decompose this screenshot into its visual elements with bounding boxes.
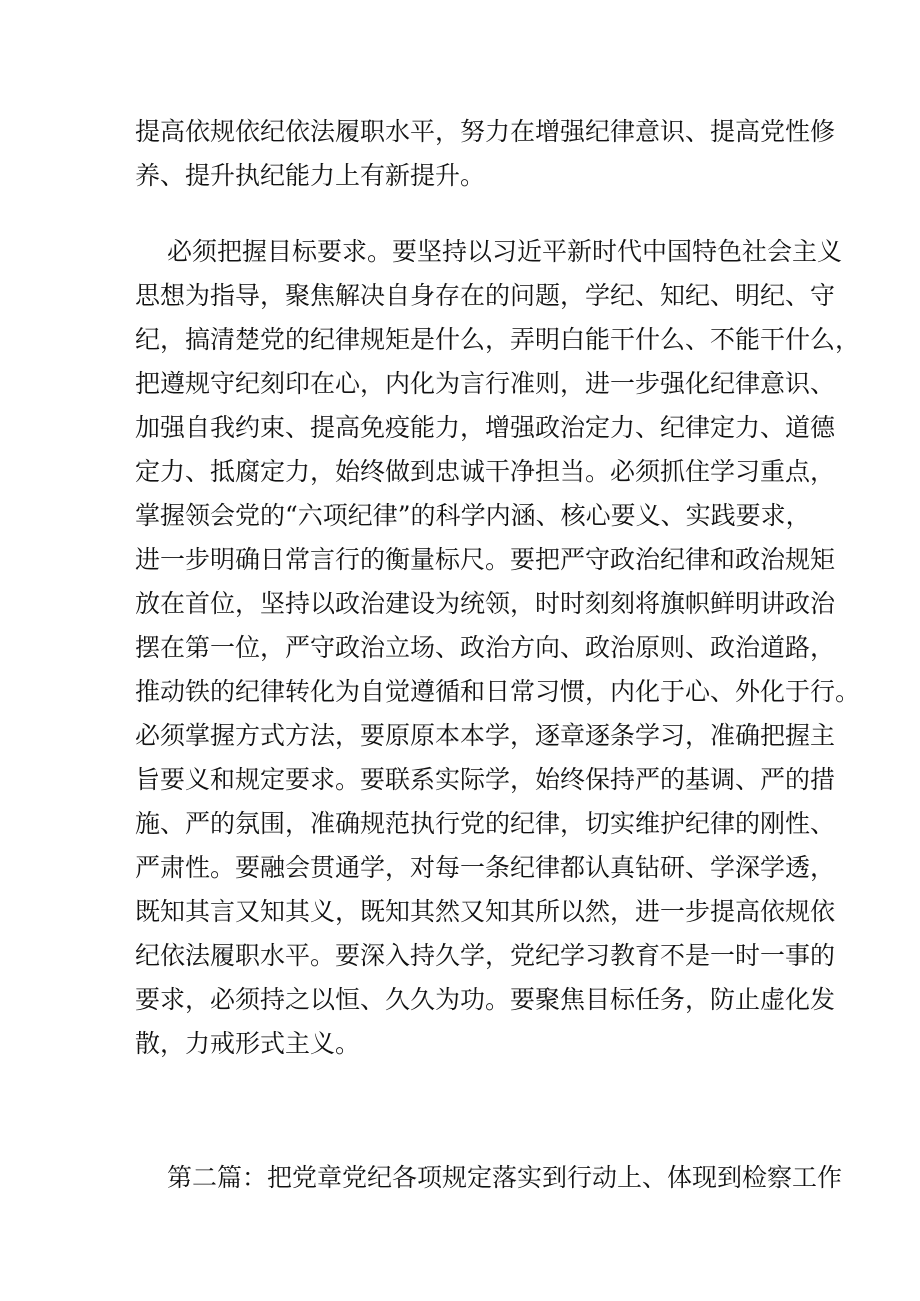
- text-line: 思想为指导，聚焦解决自身存在的问题，学纪、知纪、明纪、守: [135, 281, 836, 310]
- text-line: 养、提升执纪能力上有新提升。: [135, 161, 486, 190]
- text-line: 既知其言又知其义，既知其然又知其所以然，进一步提高依规依: [135, 897, 836, 926]
- text-line: 放在首位，坚持以政治建设为统领，时时刻刻将旗帜鲜明讲政治: [135, 589, 836, 618]
- text-line: 第二篇：把党章党纪各项规定落实到行动上、体现到检察工作: [167, 1163, 843, 1192]
- text-line: 散，力戒形式主义。: [135, 1029, 361, 1058]
- paragraph-target-requirements: [135, 230, 861, 1066]
- text-line: 进一步明确日常言行的衡量标尺。要把严守政治纪律和政治规矩: [135, 545, 836, 574]
- text-line: 提高依规依纪依法履职水平，努力在增强纪律意识、提高党性修: [135, 117, 836, 146]
- text-line: 掌握领会党的“六项纪律”的科学内涵、核心要义、实践要求，: [135, 501, 811, 530]
- text-line: 旨要义和规定要求。要联系实际学，始终保持严的基调、严的措: [135, 765, 836, 794]
- text-line: 定力、抵腐定力，始终做到忠诚干净担当。必须抓住学习重点，: [135, 457, 836, 486]
- text-line: 把遵规守纪刻印在心，内化为言行准则，进一步强化纪律意识、: [135, 369, 836, 398]
- section-heading-part-two: [135, 1156, 843, 1200]
- text-line: 摆在第一位，严守政治立场、政治方向、政治原则、政治道路，: [135, 633, 836, 662]
- text-line: 严肃性。要融会贯通学，对每一条纪律都认真钻研、学深学透，: [135, 853, 836, 882]
- text-line: 推动铁的纪律转化为自觉遵循和日常习惯，内化于心、外化于行。: [135, 677, 861, 706]
- text-line: 加强自我约束、提高免疫能力，增强政治定力、纪律定力、道德: [135, 413, 836, 442]
- paragraph-continuation: [135, 110, 836, 198]
- text-line: 必须掌握方式方法，要原原本本学，逐章逐条学习，准确把握主: [135, 721, 836, 750]
- text-line: 要求，必须持之以恒、久久为功。要聚焦目标任务，防止虚化发: [135, 985, 836, 1014]
- text-line: 必须把握目标要求。要坚持以习近平新时代中国特色社会主义: [167, 237, 843, 266]
- text-line: 纪依法履职水平。要深入持久学，党纪学习教育不是一时一事的: [135, 941, 836, 970]
- text-line: 纪，搞清楚党的纪律规矩是什么，弄明白能干什么、不能干什么，: [135, 325, 861, 354]
- text-line: 施、严的氛围，准确规范执行党的纪律，切实维护纪律的刚性、: [135, 809, 836, 838]
